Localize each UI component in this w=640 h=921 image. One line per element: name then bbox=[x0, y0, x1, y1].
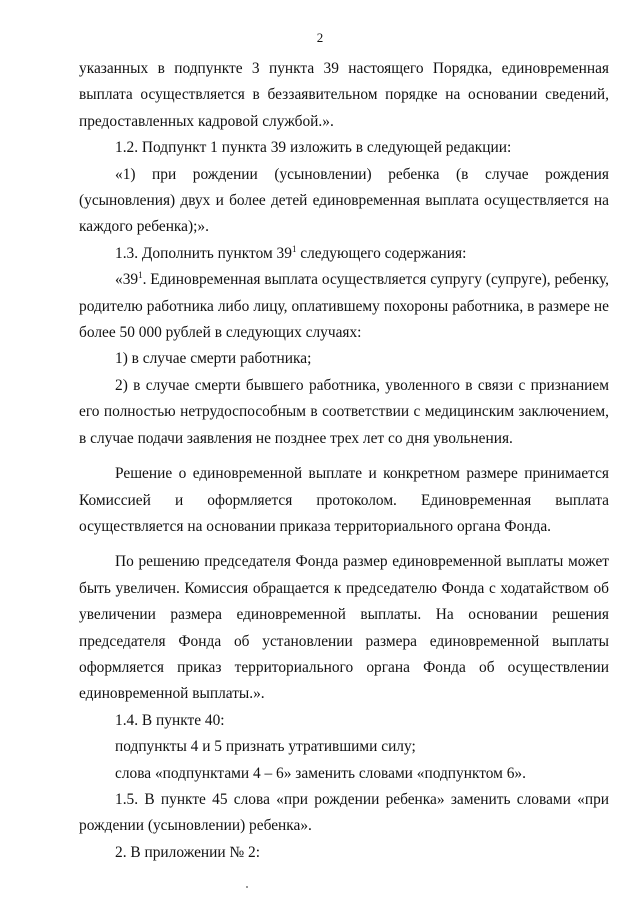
paragraph-1-5: 1.5. В пункте 45 слова «при рождении ребенка» заменить словами «при рождении (усыновлении) ребенка». bbox=[79, 790, 609, 835]
paragraph-39-1-text: . Единовременная выплата осуществляется супругу (супруге), ребенку, родителю работника либо лицу, оплатившему похороны работника, в размере не более 50 000 рублей в следующих случаях: bbox=[79, 271, 609, 342]
paragraph-39-1-number: «39 bbox=[115, 271, 139, 289]
paragraph-subpoint-1-quote: «1) при рождении (усыновлении) ребенка (в случае рождения (усыновления) двух и более детей единовременная выплата осуществляется на каждого ребенка);». bbox=[79, 165, 609, 236]
list-item-1: 1) в случае смерти работника; bbox=[115, 350, 312, 368]
paragraph-1-2: 1.2. Подпункт 1 пункта 39 изложить в следующей редакции: bbox=[115, 139, 512, 157]
paragraph-1-3-text: 1.3. Дополнить пунктом 39 bbox=[115, 244, 292, 262]
paragraph-1-4-subpoints: подпункты 4 и 5 признать утратившими силу; bbox=[115, 738, 416, 756]
document-body bbox=[79, 56, 609, 866]
page-number: 2 bbox=[316, 30, 324, 45]
paragraph-decision: Решение о единовременной выплате и конкретном размере принимается Комиссией и оформляется протоколом. Единовременная выплата осуществляется на основании приказа территориального органа Фонда. bbox=[79, 465, 609, 535]
paragraph-continuation: указанных в подпункте 3 пункта 39 настоящего Порядка, единовременная выплата осуществляется в беззаявительном порядке на основании сведений, предоставленных кадровой службой.». bbox=[79, 60, 609, 130]
paragraph-2: 2. В приложении № 2: bbox=[115, 843, 260, 861]
paragraph-39-1 bbox=[79, 267, 609, 346]
paragraph-1-4-words: слова «подпунктами 4 – 6» заменить словами «подпунктом 6». bbox=[115, 764, 526, 782]
paragraph-1-4: 1.4. В пункте 40: bbox=[115, 711, 225, 729]
paragraph-1-3-superscript: 1 bbox=[291, 243, 297, 254]
paragraph-1-3-text-end: следующего содержания: bbox=[296, 244, 467, 262]
scan-speck bbox=[246, 886, 248, 888]
list-item-2: 2) в случае смерти бывшего работника, уволенного в связи с признанием его полностью нетрудоспособным в соответствии с медицинским заключением, в случае подачи заявления не позднее трех лет со дня увольнения. bbox=[79, 376, 609, 447]
paragraph-chairman-decision: По решению председателя Фонда размер единовременной выплаты может быть увеличен. Комиссия обращается к председателю Фонда с ходатайством об увеличении размера единовременной выплаты. На основании решения председателя Фонда об установлении размера единовременной выплаты оформляется приказ территориального органа Фонда об осуществлении единовременной выплаты.». bbox=[79, 553, 609, 703]
paragraph-1-3 bbox=[79, 241, 609, 267]
paragraph-39-1-superscript: 1 bbox=[138, 270, 143, 281]
